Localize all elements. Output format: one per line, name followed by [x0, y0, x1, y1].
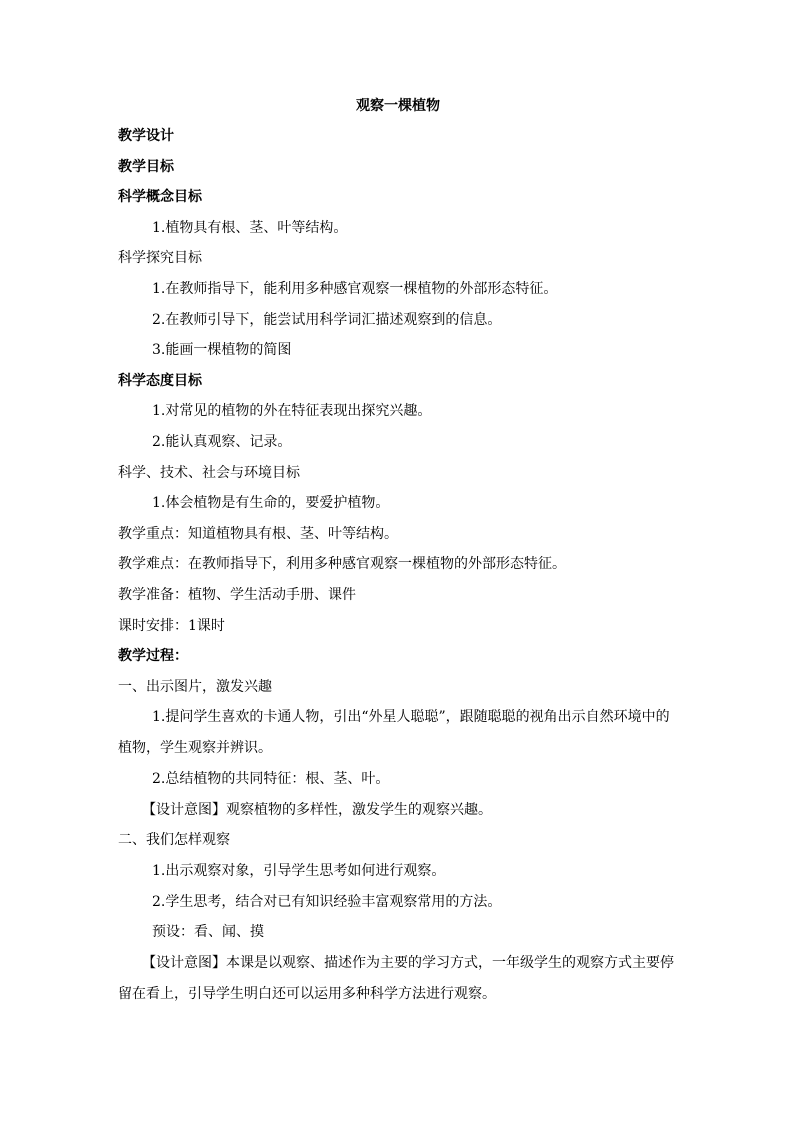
attitude-goal-2: 2.能认真观察、记录。	[152, 433, 292, 450]
class-schedule: 课时安排：1课时	[118, 617, 225, 634]
heading-inquiry-goals: 科学探究目标	[118, 250, 202, 267]
heading-stse-goals: 科学、技术、社会与环境目标	[118, 464, 300, 481]
concept-goal-1: 1.植物具有根、茎、叶等结构。	[152, 219, 348, 236]
section-1-heading: 一、出示图片，激发兴趣	[118, 678, 272, 695]
document-title: 观察一棵植物	[356, 98, 440, 114]
document-page	[118, 96, 678, 1015]
heading-attitude-goals: 科学态度目标	[118, 372, 202, 389]
section-2-design-intent: 【设计意图】本课是以观察、描述作为主要的学习方式，一年级学生的观察方式主要停留在看上，引导学生明白还可以运用多种科学方法进行观察。	[118, 954, 674, 1002]
section-1-step-1: 1.提问学生喜欢的卡通人物，引出“外星人聪聪”，跟随聪聪的视角出示自然环境中的植物，学生观察并辨识。	[118, 709, 670, 757]
teaching-preparation: 教学准备：植物、学生活动手册、课件	[118, 586, 356, 603]
section-2-step-1: 1.出示观察对象，引导学生思考如何进行观察。	[152, 863, 446, 880]
heading-concept-goals: 科学概念目标	[118, 189, 202, 206]
heading-teaching-goals: 教学目标	[118, 158, 174, 175]
inquiry-goal-1: 1.在教师指导下，能利用多种感官观察一棵植物的外部形态特征。	[152, 280, 558, 297]
teaching-focus: 教学重点：知道植物具有根、茎、叶等结构。	[118, 525, 398, 542]
section-2-preset: 预设：看、闻、摸	[152, 924, 264, 941]
attitude-goal-1: 1.对常见的植物的外在特征表现出探究兴趣。	[152, 403, 432, 420]
stse-goal-1: 1.体会植物是有生命的，要爱护植物。	[152, 495, 390, 512]
section-1-step-2: 2.总结植物的共同特征：根、茎、叶。	[152, 771, 390, 788]
inquiry-goal-3: 3.能画一棵植物的简图	[152, 342, 292, 359]
section-1-design-intent: 【设计意图】观察植物的多样性，激发学生的观察兴趣。	[142, 801, 492, 818]
inquiry-goal-2: 2.在教师引导下，能尝试用科学词汇描述观察到的信息。	[152, 311, 502, 328]
section-2-step-2: 2.学生思考，结合对已有知识经验丰富观察常用的方法。	[152, 893, 502, 910]
teaching-difficulty: 教学难点：在教师指导下，利用多种感官观察一棵植物的外部形态特征。	[118, 556, 566, 573]
section-2-heading: 二、我们怎样观察	[118, 832, 230, 849]
heading-teaching-design: 教学设计	[118, 128, 174, 144]
heading-teaching-process: 教学过程：	[118, 648, 188, 665]
